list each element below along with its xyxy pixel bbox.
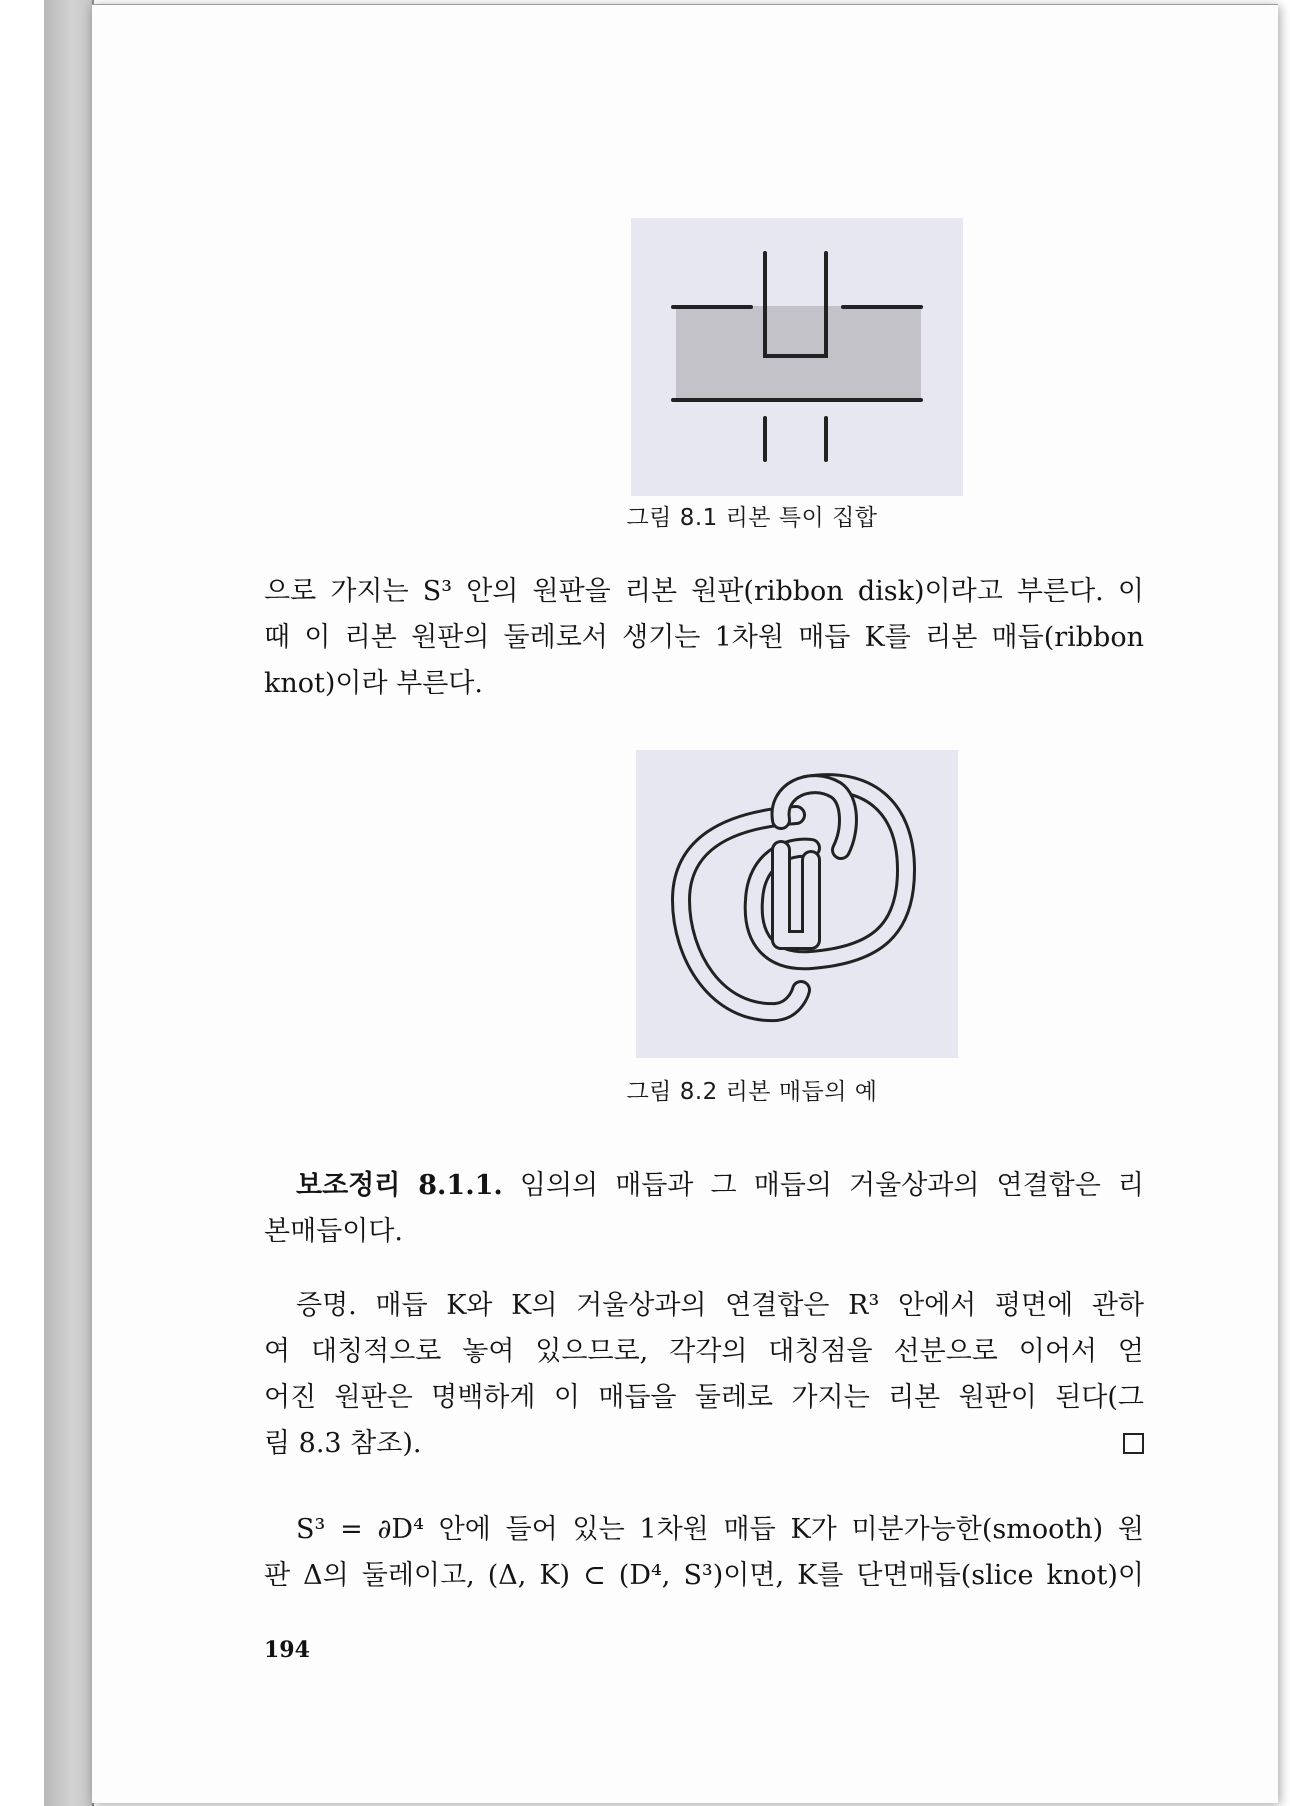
- figure-8-1-caption: 그림 8.1 리본 특이 집합: [626, 505, 878, 531]
- knot-center-band-fill: [781, 850, 811, 940]
- lemma-text: 임의의 매듭과 그 매듭의 거울상과의 연결합은 리: [519, 1170, 1145, 1201]
- text-line: S³ = ∂D⁴ 안에 들어 있는 1차원 매듭 K가 미분가능한(smooth) 원: [296, 1514, 1144, 1545]
- book-page: [92, 4, 1278, 1803]
- text-line: [264, 1421, 1144, 1467]
- paragraph-ribbon-disk: [264, 569, 1144, 707]
- book-spine: [44, 0, 94, 1806]
- text-line: knot)이라 부른다.: [264, 668, 483, 699]
- page-number: 194: [264, 1637, 310, 1663]
- paragraph-slice-knot: [264, 1507, 1144, 1599]
- text-line: 본매듭이다.: [264, 1216, 403, 1247]
- figure-ribbon-singularity: [631, 218, 963, 496]
- proof-last-text: 림 8.3 참조).: [264, 1428, 422, 1459]
- text-line: 증명. 매듭 K와 K의 거울상과의 연결합은 R³ 안에서 평면에 관하: [296, 1290, 1144, 1321]
- text-line: 때 이 리본 원판의 둘레로서 생기는 1차원 매듭 K를 리본 매듭(ribbon: [264, 622, 1144, 653]
- figure-ribbon-knot-example: [636, 750, 958, 1058]
- page-content: [264, 5, 1240, 1795]
- text-line: 여 대칭적으로 놓여 있으므로, 각각의 대칭점을 선분으로 이어서 얻: [264, 1336, 1144, 1367]
- shaded-band: [676, 306, 921, 398]
- figure-8-2-caption: 그림 8.2 리본 매듭의 예: [626, 1079, 878, 1105]
- ribbon-singularity-drawing: [631, 218, 963, 496]
- text-line: 어진 원판은 명백하게 이 매듭을 둘레로 가지는 리본 원판이 된다(그: [264, 1382, 1144, 1413]
- proof-paragraph: [264, 1283, 1144, 1467]
- ribbon-knot-drawing: [636, 750, 958, 1058]
- text-line: [264, 1163, 1144, 1209]
- lemma-8-1-1: [264, 1163, 1144, 1255]
- qed-square-icon: [1123, 1433, 1144, 1454]
- lemma-title: 보조정리 8.1.1.: [296, 1170, 503, 1201]
- text-line: 으로 가지는 S³ 안의 원판을 리본 원판(ribbon disk)이라고 부른다. 이: [264, 576, 1144, 607]
- text-line: 판 Δ의 둘레이고, (Δ, K) ⊂ (D⁴, S³)이면, K를 단면매듭(slice knot)이: [264, 1560, 1144, 1591]
